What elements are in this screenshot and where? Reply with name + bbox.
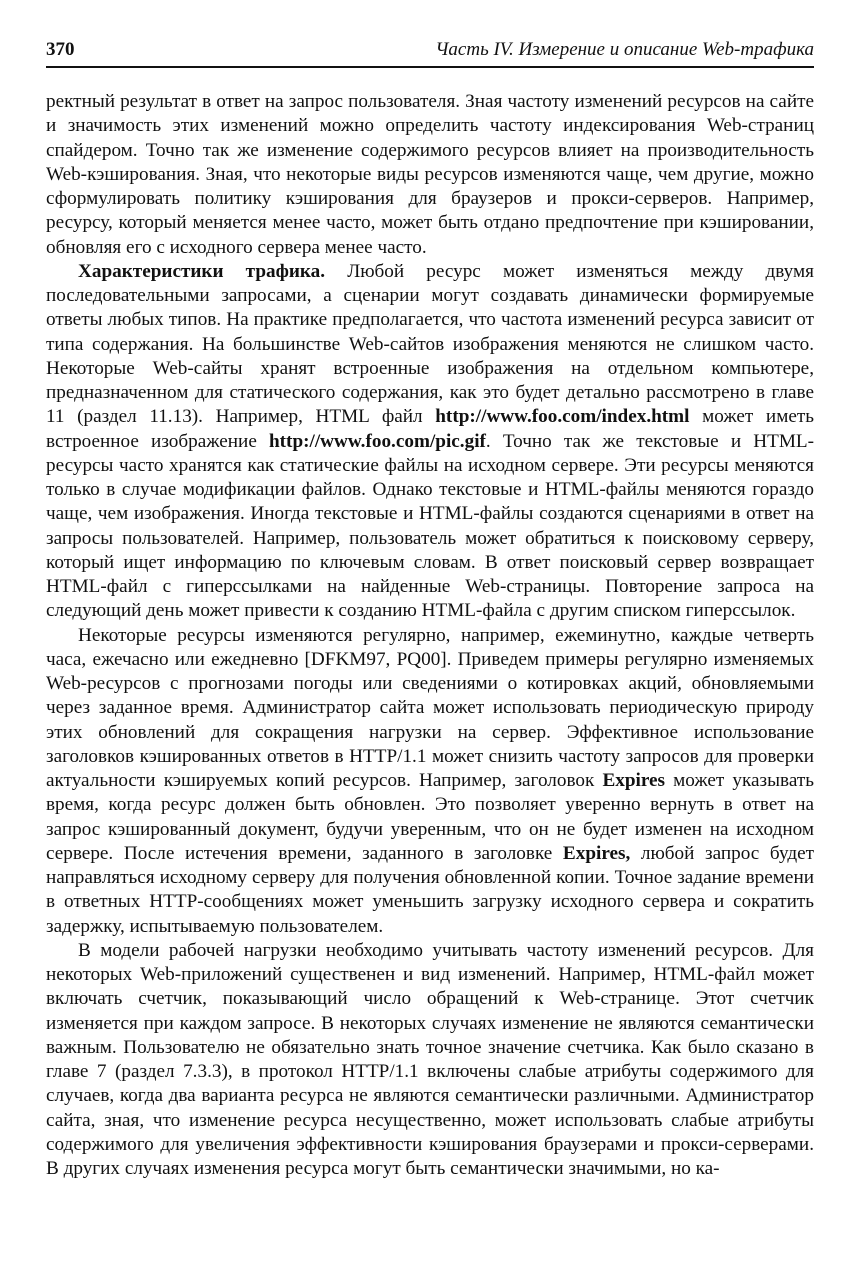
paragraph <box>46 939 814 1182</box>
paragraph <box>46 624 814 939</box>
page-number: 370 <box>46 39 75 60</box>
text-segment: может иметь встроенное изображение <box>46 406 814 452</box>
url-text: http://www.foo.com/index.html <box>435 406 690 428</box>
page-header <box>46 38 814 68</box>
url-text: http://www.foo.com/pic.gif <box>269 430 486 452</box>
text-segment: В модели рабочей нагрузки необходимо учитывать частоту изменений ресурсов. Для некоторых Web-приложений существенен и вид изменений. Например, HTML-файл может включать счетчик, показывающий число обращений к Web-странице. Этот счетчик изменяется при каждом запросе. В некоторых случаях изменение не являются семантически важным. Пользователю не обязательно знать точное значение счетчика. Как было сказано в главе 7 (раздел 7.3.3), в протокол HTTP/1.1 включены слабые атрибуты содержимого для случаев, когда два варианта ресурса не являются семантически различными. Администратор сайта, зная, что изменение ресурса несущественно, может использовать слабые атрибуты содержимого для увеличения эффективности кэширования браузерами и прокси-серверами. В других случаях изменения ресурса могут быть семантически значимыми, но ка- <box>46 939 814 1179</box>
text-segment: Некоторые ресурсы изменяются регулярно, например, ежеминутно, каждые четверть часа, ежечасно или ежедневно [DFKM97, PQ00]. Приведем примеры регулярно изменяемых Web-ресурсов с прогнозами погоды или сведениями о котировках акций, обновляемыми через заданное время. Администратор сайта может использовать периодическую природу этих обновлений для сокращения нагрузки на сервер. Эффективное использование заголовков кэшированных ответов в HTTP/1.1 может снизить частоту запросов для проверки актуальности кэшируемых копий ресурсов. Например, заголовок <box>46 624 814 791</box>
text-segment: . Точно так же текстовые и HTML-ресурсы часто хранятся как статические файлы на исходном сервере. Эти ресурсы меняются только в случае модификации файлов. Однако текстовые и HTML-файлы меняются гораздо чаще, чем изображения. Иногда текстовые и HTML-файлы создаются сценариями в ответ на запросы пользователей. Например, пользователь может обратиться к поисковому серверу, который ищет информацию по ключевым словам. В ответ поисковый сервер возвращает HTML-файл с гиперссылками на найденные Web-страницы. Повторение запроса на следующий день может привести к созданию HTML-файла с другим списком гиперссылок. <box>46 430 814 622</box>
term-heading: Характеристики трафика. <box>78 260 326 282</box>
text-segment: Любой ресурс может изменяться между двумя последовательными запросами, а сценарии могут создавать динамически формируемые ответы любых типов. На практике предполагается, что частота изменений ресурса зависит от типа содержания. На большинстве Web-сайтов изображения меняются не слишком часто. Некоторые Web-сайты хранят встроенные изображения на отдельном компьютере, предназначенном для статического содержания, как это будет детально рассмотрено в главе 11 (раздел 11.13). Например, HTML файл <box>46 260 814 428</box>
text-segment: ректный результат в ответ на запрос пользователя. Зная частоту изменений ресурсов на сайте и значимость этих изменений можно определить частоту индексирования Web-страниц спайдером. Точно так же изменение содержимого ресурсов влияет на производительность Web-кэширования. Зная, что некоторые виды ресурсов изменяются чаще, чем другие, можно сформулировать политику кэширования для браузеров и прокси-серверов. Например, ресурсу, который меняется менее часто, может быть отдано предпочтение при кэшировании, обновляя его с исходного сервера менее часто. <box>46 91 814 258</box>
running-title: Часть IV. Измерение и описание Web-трафика <box>435 39 814 60</box>
paragraph <box>46 90 814 260</box>
keyword-text: Expires <box>602 770 665 791</box>
keyword-text: Expires, <box>562 842 631 864</box>
paragraph <box>46 260 814 624</box>
body-text <box>46 90 814 1181</box>
text-segment: любой запрос будет направляться исходному серверу для получения обновленной копии. Точное задание времени в ответных HTTP-сообщениях может уменьшить загрузку исходного сервера и сократить задержку, испытываемую пользователем. <box>46 842 815 937</box>
book-page <box>46 38 814 1181</box>
text-segment: может указывать время, когда ресурс должен быть обновлен. Это позволяет уверенно вернуть в ответ на запрос кэшированный документ, будучи уверенным, что он не будет изменен на исходном сервере. После истечения времени, заданного в заголовке <box>46 770 814 864</box>
